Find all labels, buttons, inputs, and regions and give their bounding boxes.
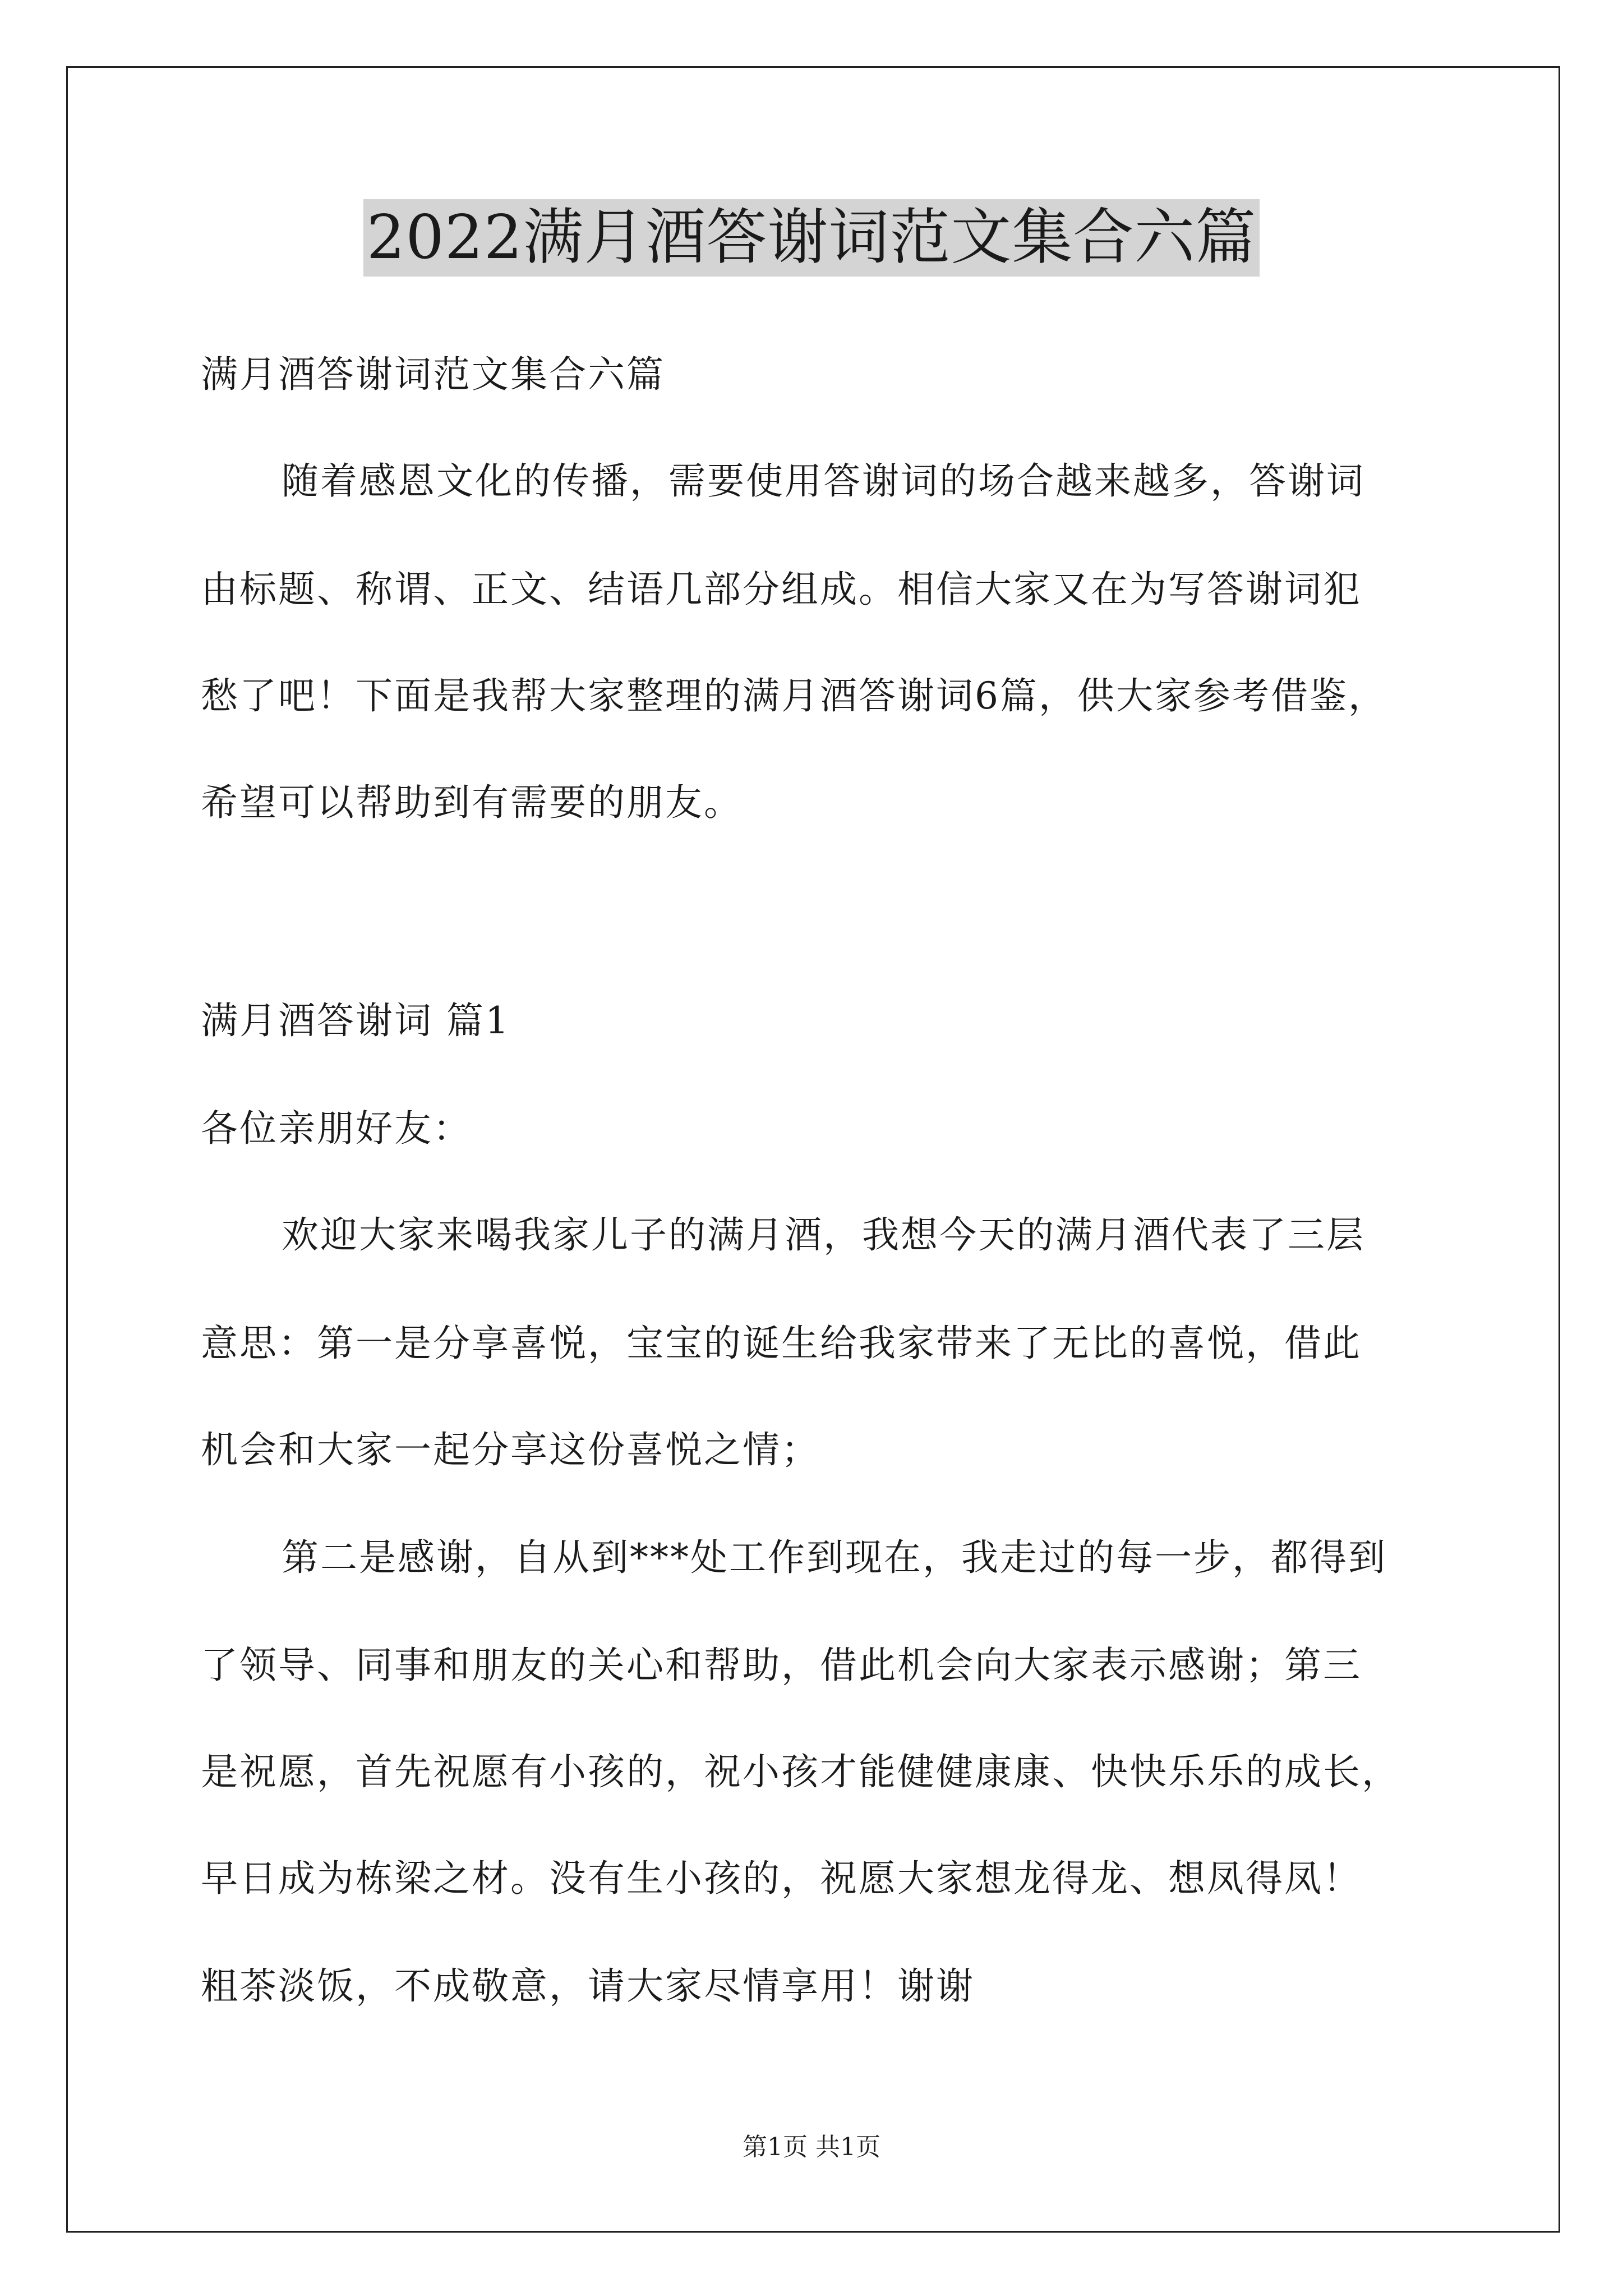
paragraph1-line-2: 意思：第一是分享喜悦，宝宝的诞生给我家带来了无比的喜悦，借此 [201, 1322, 1362, 1365]
paragraph2-line-5: 粗茶淡饭，不成敬意，请大家尽情享用！谢谢 [201, 1964, 975, 2008]
intro-line-1: 随着感恩文化的传播，需要使用答谢词的场合越来越多，答谢词 [282, 459, 1365, 503]
salutation: 各位亲朋好友： [201, 1107, 472, 1150]
section-heading: 满月酒答谢词 篇1 [201, 999, 510, 1042]
paragraph2-line-2: 了领导、同事和朋友的关心和帮助，借此机会向大家表示感谢；第三 [201, 1644, 1362, 1687]
intro-line-4: 希望可以帮助到有需要的朋友。 [201, 781, 743, 824]
paragraph2-line-4: 早日成为栋梁之材。没有生小孩的，祝愿大家想龙得龙、想凤得凤！ [201, 1857, 1362, 1900]
document-title: 2022满月酒答谢词范文集合六篇 [363, 199, 1260, 277]
title-container [0, 199, 1623, 277]
paragraph1-line-1: 欢迎大家来喝我家儿子的满月酒，我想今天的满月酒代表了三层 [282, 1213, 1365, 1257]
paragraph2-line-3: 是祝愿，首先祝愿有小孩的，祝小孩才能健健康康、快快乐乐的成长， [201, 1750, 1400, 1793]
paragraph2-line-1: 第二是感谢，自从到***处工作到现在，我走过的每一步，都得到 [282, 1536, 1387, 1579]
subtitle: 满月酒答谢词范文集合六篇 [201, 353, 665, 396]
intro-line-2: 由标题、称谓、正文、结语几部分组成。相信大家又在为写答谢词犯 [201, 568, 1362, 611]
paragraph1-line-3: 机会和大家一起分享这份喜悦之情； [201, 1428, 820, 1471]
page-footer: 第1页 共1页 [743, 2133, 880, 2161]
intro-line-3: 愁了吧！下面是我帮大家整理的满月酒答谢词6篇，供大家参考借鉴， [201, 674, 1387, 717]
